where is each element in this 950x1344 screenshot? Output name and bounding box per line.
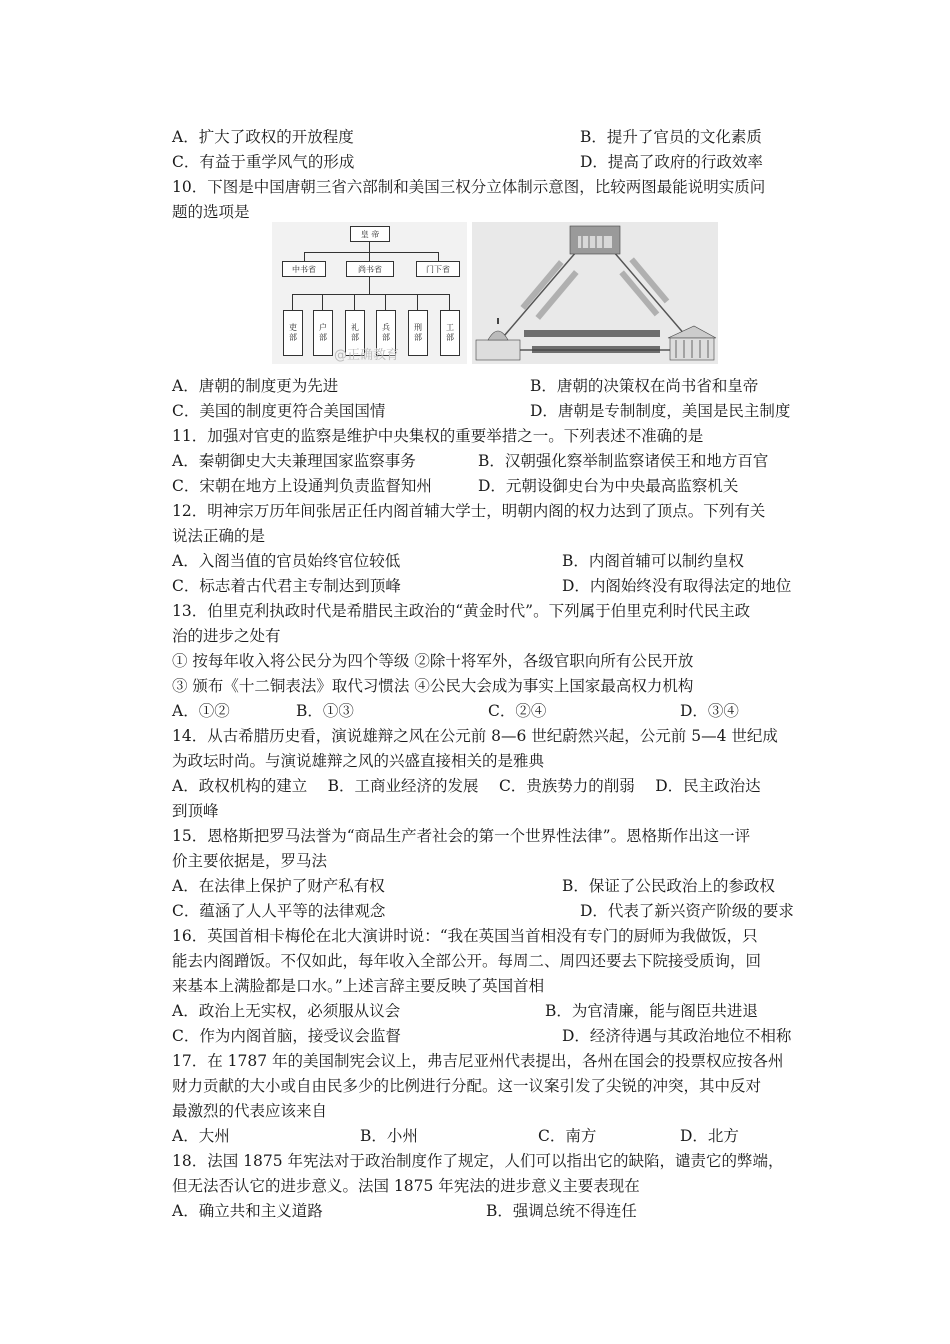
q15-option-b: B．保证了公民政治上的参政权 (562, 877, 775, 895)
q11-option-b: B．汉朝强化察举制监察诸侯王和地方百官 (478, 452, 769, 470)
q10-option-d: D．唐朝是专制制度，美国是民主制度 (530, 402, 791, 420)
q9-option-a: A．扩大了政权的开放程度 (172, 128, 354, 146)
q12-stem-line1: 12．明神宗万历年间张居正任内阁首辅大学士，明朝内阁的权力达到了顶点。下列有关 (172, 502, 766, 520)
q16-stem-line3: 来基本上满脸都是口水。”上述言辞主要反映了英国首相 (172, 977, 545, 995)
q14-options: A．政权机构的建立 B．工商业经济的发展 C．贵族势力的削弱 D．民主政治达 (172, 777, 761, 795)
q14-stem-line2: 为政坛时尚。与演说雄辩之风的兴盛直接相关的是雅典 (172, 752, 545, 770)
q15-option-a: A．在法律上保护了财产私有权 (172, 877, 385, 895)
q15-stem-line2: 价主要依据是，罗马法 (172, 852, 328, 870)
ministry-box: 户部 (313, 310, 333, 356)
q13-stem-line1: 13．伯里克利执政时代是希腊民主政治的“黄金时代”。下列属于伯里克利时代民主政 (172, 602, 751, 620)
q16-stem-line1: 16．英国首相卡梅伦在北大演讲时说：“我在英国当首相没有专门的厨师为我做饭，只 (172, 927, 758, 945)
q18-stem-line2: 但无法否认它的进步意义。法国 1875 年宪法的进步意义主要表现在 (172, 1177, 640, 1195)
q13-stem-line2: 治的进步之处有 (172, 627, 281, 645)
q10-option-c: C．美国的制度更符合美国国情 (172, 402, 386, 420)
q17-option-d: D．北方 (680, 1127, 739, 1145)
shangshu-box: 尚书省 (346, 261, 394, 277)
q16-stem-line2: 能去内阁蹭饭。不仅如此，每年收入全部公开。每周二、周四还要去下院接受质询，回 (172, 952, 762, 970)
q17-option-a: A．大州 (172, 1127, 230, 1145)
zhongshu-box: 中书省 (282, 261, 326, 277)
q13-item-line1: ① 按每年收入将公民分为四个等级 ②除十将军外，各级官职向所有公民开放 (172, 652, 694, 670)
q16-option-b: B．为官清廉，能与阁臣共进退 (545, 1002, 758, 1020)
q13-option-d: D．③④ (680, 702, 739, 720)
q15-option-c: C．蕴涵了人人平等的法律观念 (172, 902, 386, 920)
q17-option-b: B．小州 (360, 1127, 418, 1145)
q10-option-b: B．唐朝的决策权在尚书省和皇帝 (530, 377, 759, 395)
q17-stem-line1: 17．在 1787 年的美国制宪会议上，弗吉尼亚州代表提出，各州在国会的投票权应按各州 (172, 1052, 784, 1070)
ministry-box: 工部 (440, 310, 460, 356)
q12-option-d: D．内阁始终没有取得法定的地位 (562, 577, 792, 595)
q11-option-c: C．宋朝在地方上设通判负责监督知州 (172, 477, 432, 495)
q13-option-c: C．②④ (488, 702, 547, 720)
q10-option-a: A．唐朝的制度更为先进 (172, 377, 339, 395)
q18-stem-line1: 18．法国 1875 年宪法对于政治制度作了规定，人们可以指出它的缺陷，谴责它的弊端， (172, 1152, 784, 1170)
q17-stem-line2: 财力贡献的大小或自由民多少的比例进行分配。这一议案引发了尖锐的冲突，其中反对 (172, 1077, 762, 1095)
ministry-box: 吏部 (283, 310, 303, 356)
q14-stem-line1: 14．从古希腊历史看，演说雄辩之风在公元前 8—6 世纪蔚然兴起，公元前 5—4 世纪成 (172, 727, 778, 745)
q16-option-a: A．政治上无实权，必须服从议会 (172, 1002, 401, 1020)
q17-option-c: C．南方 (538, 1127, 597, 1145)
q12-stem-line2: 说法正确的是 (172, 527, 266, 545)
q9-option-b: B．提升了官员的文化素质 (580, 128, 762, 146)
q10-diagram (272, 222, 718, 364)
q11-option-a: A．秦朝御史大夫兼理国家监察事务 (172, 452, 416, 470)
menxia-box: 门下省 (416, 261, 460, 277)
q10-stem-line2: 题的选项是 (172, 203, 250, 221)
q14-options-cont: 到顶峰 (172, 802, 219, 820)
ministry-box: 兵部 (376, 310, 396, 356)
us-separation-of-powers-chart (472, 222, 718, 364)
q13-option-a: A．①② (172, 702, 230, 720)
emperor-box: 皇 帝 (350, 226, 390, 242)
ministry-box: 礼部 (345, 310, 365, 356)
q13-item-line2: ③ 颁布《十二铜表法》取代习惯法 ④公民大会成为事实上国家最高权力机构 (172, 677, 694, 695)
watermark: @正确教育 (334, 348, 400, 363)
q16-option-d: D．经济待遇与其政治地位不相称 (562, 1027, 792, 1045)
q18-option-a: A．确立共和主义道路 (172, 1202, 323, 1220)
q12-option-b: B．内阁首辅可以制约皇权 (562, 552, 744, 570)
q11-option-d: D．元朝设御史台为中央最高监察机关 (478, 477, 739, 495)
q16-option-c: C．作为内阁首脑，接受议会监督 (172, 1027, 401, 1045)
q9-option-d: D．提高了政府的行政效率 (580, 153, 763, 171)
q15-stem-line1: 15．恩格斯把罗马法誉为“商品生产者社会的第一个世界性法律”。恩格斯作出这一评 (172, 827, 751, 845)
q9-option-c: C．有益于重学风气的形成 (172, 153, 355, 171)
q18-option-b: B．强调总统不得连任 (486, 1202, 637, 1220)
triangle-diagram (472, 222, 718, 364)
q15-option-d: D．代表了新兴资产阶级的要求 (580, 902, 794, 920)
q12-option-c: C．标志着古代君主专制达到顶峰 (172, 577, 401, 595)
q11-stem: 11．加强对官吏的监察是维护中央集权的重要举措之一。下列表述不准确的是 (172, 427, 704, 445)
supreme-court-icon (668, 326, 716, 360)
q12-option-a: A．入阁当值的官员始终官位较低 (172, 552, 401, 570)
tang-three-departments-chart (272, 222, 467, 364)
ministry-box: 刑部 (408, 310, 428, 356)
q10-stem-line1: 10．下图是中国唐朝三省六部制和美国三权分立体制示意图，比较两图最能说明实质问 (172, 178, 766, 196)
q13-option-b: B．①③ (296, 702, 354, 720)
q17-stem-line3: 最激烈的代表应该来自 (172, 1102, 328, 1120)
